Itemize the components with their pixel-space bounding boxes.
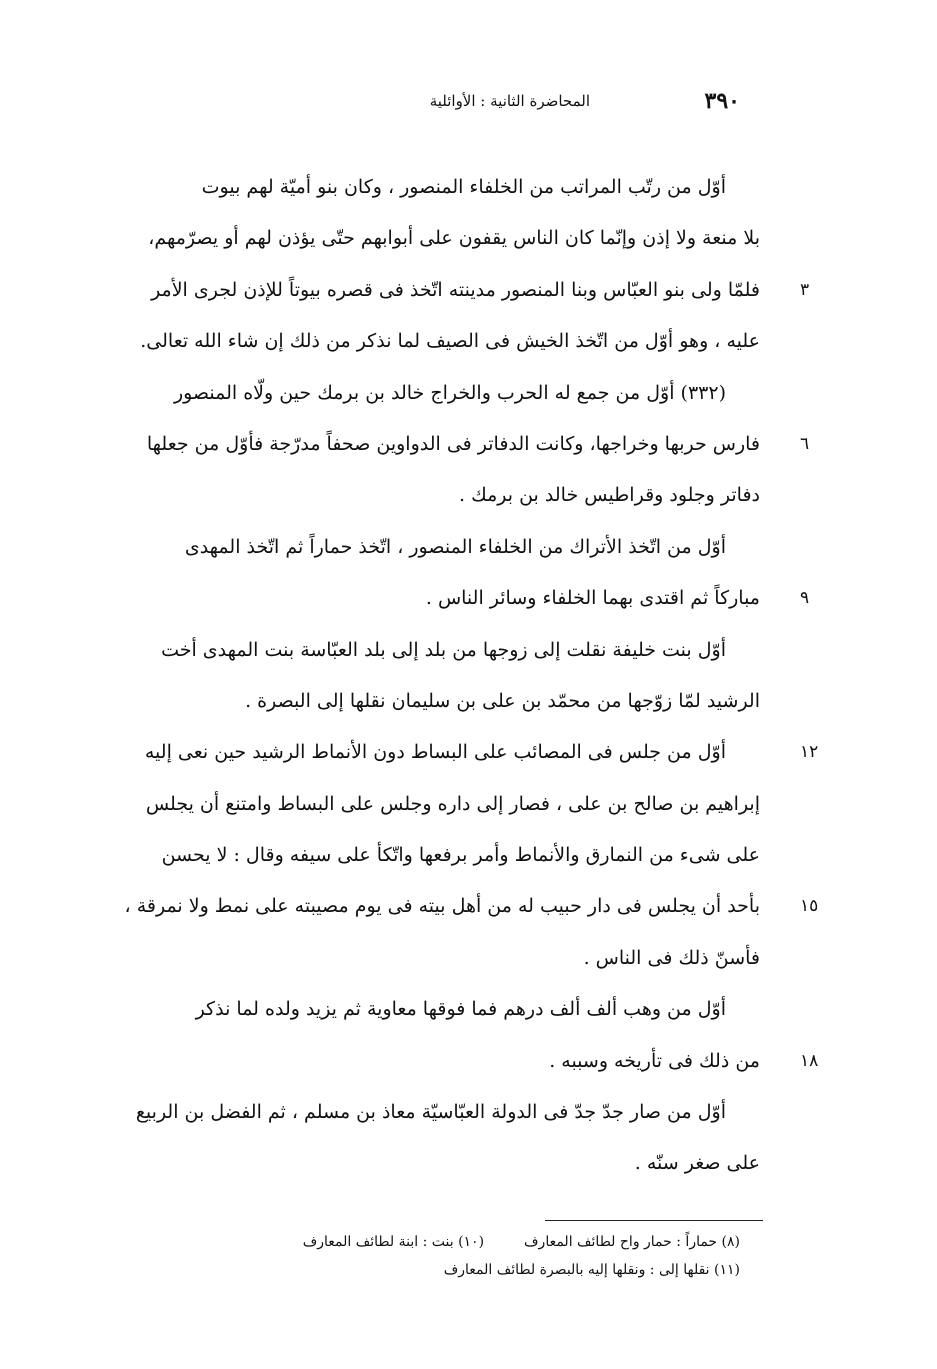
text-line <box>70 984 760 1035</box>
line-number: ١٢ <box>800 742 819 763</box>
text-line <box>70 1087 760 1138</box>
line-text: (٣٣٢) أوّل من جمع له الحرب والخراج خالد بن برمك حين ولّاه المنصور <box>173 381 726 404</box>
line-number: ٩ <box>800 588 810 609</box>
text-line <box>70 881 819 932</box>
text-line <box>70 368 760 419</box>
footnote: (١٠) بنت : ابنة لطائف المعارف <box>302 1234 485 1250</box>
text-line <box>70 573 810 624</box>
page-number: ٣٩٠ <box>704 88 740 114</box>
line-text: على صغر سنّه . <box>634 1152 760 1175</box>
footnote-row <box>140 1228 740 1256</box>
text-line <box>70 676 760 727</box>
text-line <box>70 316 760 367</box>
body-text <box>70 162 819 1190</box>
footnote-row <box>140 1256 740 1284</box>
line-text: من ذلك فى تأريخه وسببه . <box>549 1049 760 1072</box>
line-text: فلمّا ولى بنو العبّاس وبنا المنصور مدينته اتّخذ فى قصره بيوتاً للإذن لجرى الأمر <box>151 278 760 301</box>
line-number: ٣ <box>800 279 810 300</box>
line-number: ١٨ <box>800 1050 819 1071</box>
line-text: بأحد أن يجلس فى دار حبيب له من أهل بيته فى يوم مصيبته على نمط ولا نمرقة ، <box>124 895 760 918</box>
text-line <box>70 779 760 830</box>
line-text: أوّل من وهب ألف ألف درهم فما فوقها معاوية ثم يزيد ولده لما نذكر <box>195 998 726 1021</box>
text-line <box>70 727 819 778</box>
line-text: مباركاً ثم اقتدى بهما الخلفاء وسائر الناس . <box>425 587 760 610</box>
line-text: أوّل من صار جدّ جدّ فى الدولة العبّاسيّة معاذ بن مسلم ، ثم الفضل بن الربيع <box>135 1101 726 1124</box>
line-text: على شىء من النمارق والأنماط وأمر برفعها واتّكأ على سيفه وقال : لا يحسن <box>161 844 760 867</box>
line-text: أوّل من رتّب المراتب من الخلفاء المنصور ، وكان بنو أميّة لهم بيوت <box>201 176 726 198</box>
text-line <box>70 162 760 213</box>
line-text: أوّل بنت خليفة نقلت إلى زوجها من بلد إلى بلد العبّاسة بنت المهدى أخت <box>161 638 726 661</box>
text-line <box>70 265 810 316</box>
text-line <box>70 830 760 881</box>
text-line <box>70 419 810 470</box>
page-header <box>300 88 740 128</box>
text-line <box>70 1036 819 1087</box>
line-text: فارس حربها وخراجها، وكانت الدفاتر فى الدواوين صحفاً مدرّجة فأوّل من جعلها <box>146 432 760 455</box>
text-line <box>70 522 760 573</box>
running-title: المحاضرة الثانية : الأوائلية <box>429 92 590 110</box>
text-line <box>70 933 760 984</box>
line-number: ١٥ <box>800 896 819 917</box>
text-line <box>70 213 760 264</box>
line-text: أوّل من اتّخذ الأتراك من الخلفاء المنصور ، اتّخذ حماراً ثم اتّخذ المهدى <box>184 535 726 558</box>
line-text: عليه ، وهو أوّل من اتّخذ الخيش فى الصيف لما نذكر من ذلك إن شاء الله تعالى. <box>140 330 760 353</box>
footnotes <box>140 1228 740 1284</box>
line-text: إبراهيم بن صالح بن على ، فصار إلى داره وجلس على البساط وامتنع أن يجلس <box>145 792 760 815</box>
text-line <box>70 625 760 676</box>
text-line <box>70 470 760 521</box>
line-number: ٦ <box>800 433 810 454</box>
line-text: أوّل من جلس فى المصائب على البساط دون الأنماط الرشيد حين نعى إليه <box>144 741 726 764</box>
footnote-divider <box>545 1220 763 1221</box>
line-text: دفاتر وجلود وقراطيس خالد بن برمك . <box>459 484 760 507</box>
line-text: فأسنّ ذلك فى الناس . <box>583 946 760 969</box>
line-text: بلا منعة ولا إذن وإنّما كان الناس يقفون على أبوابهم حتّى يؤذن لهم أو يصرّمهم، <box>148 227 760 250</box>
footnote: (١١) نقلها إلى : ونقلها إليه بالبصرة لطائف المعارف <box>443 1262 740 1278</box>
line-text: الرشيد لمّا زوّجها من محمّد بن على بن سليمان نقلها إلى البصرة . <box>245 689 760 712</box>
text-line <box>70 1138 760 1189</box>
footnote: (٨) حماراً : حمار واح لطائف المعارف <box>524 1234 740 1250</box>
